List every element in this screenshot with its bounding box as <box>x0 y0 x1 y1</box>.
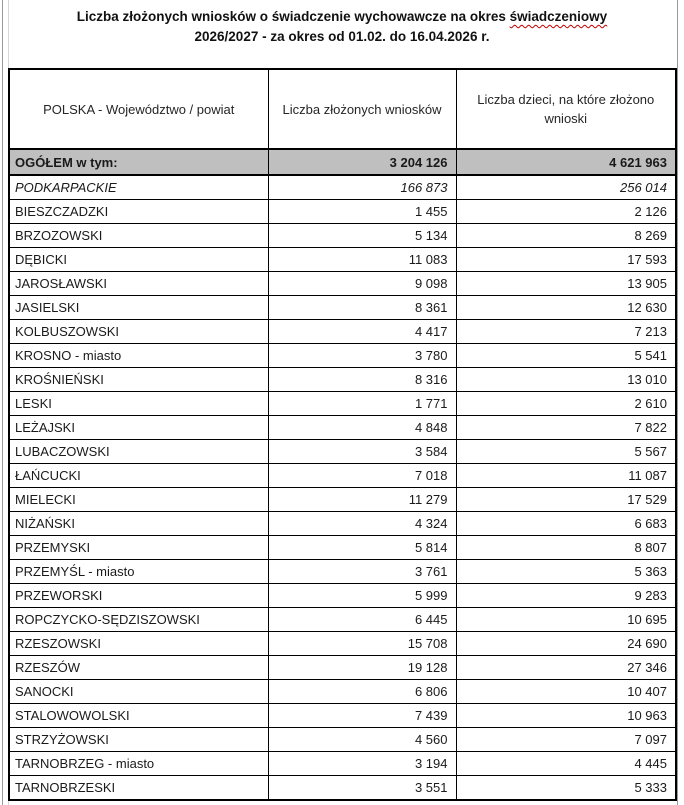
children-cell: 17 593 <box>456 248 676 272</box>
applications-cell: 5 134 <box>268 224 456 248</box>
region-name-cell: NIŻAŃSKI <box>9 512 268 536</box>
applications-cell: 7 439 <box>268 704 456 728</box>
applications-cell: 8 361 <box>268 296 456 320</box>
children-cell: 27 346 <box>456 656 676 680</box>
children-cell: 13 010 <box>456 368 676 392</box>
total-children-cell: 4 621 963 <box>456 149 676 175</box>
col-header-children: Liczba dzieci, na które złożono wnioski <box>456 69 676 149</box>
region-name-cell: LUBACZOWSKI <box>9 440 268 464</box>
table-row <box>9 776 676 801</box>
applications-cell: 19 128 <box>268 656 456 680</box>
col-header-region: POLSKA - Województwo / powiat <box>9 69 268 149</box>
table-row <box>9 296 676 320</box>
children-cell: 8 269 <box>456 224 676 248</box>
applications-cell: 3 584 <box>268 440 456 464</box>
table-row <box>9 344 676 368</box>
applications-cell: 7 018 <box>268 464 456 488</box>
applications-cell: 5 999 <box>268 584 456 608</box>
page-frame-line-left-outer <box>2 0 3 805</box>
title-line-1-text: Liczba złożonych wniosków o świadczenie wychowawcze na okres <box>76 9 510 24</box>
applications-table <box>8 68 677 801</box>
table-body <box>9 149 676 800</box>
table-row <box>9 704 676 728</box>
table-row <box>9 248 676 272</box>
children-cell: 256 014 <box>456 175 676 200</box>
region-name-cell: LESKI <box>9 392 268 416</box>
table-row <box>9 440 676 464</box>
children-cell: 24 690 <box>456 632 676 656</box>
title-line-1 <box>77 9 607 24</box>
children-cell: 10 963 <box>456 704 676 728</box>
region-name-cell: JASIELSKI <box>9 296 268 320</box>
table-row <box>9 416 676 440</box>
applications-cell: 4 560 <box>268 728 456 752</box>
page-frame-line-right <box>677 0 678 805</box>
misspelled-word: świadczeniowy <box>509 9 608 24</box>
total-applications-cell: 3 204 126 <box>268 149 456 175</box>
region-name-cell: ŁAŃCUCKI <box>9 464 268 488</box>
table-row <box>9 392 676 416</box>
applications-cell: 3 780 <box>268 344 456 368</box>
region-name-cell: STRZYŻOWSKI <box>9 728 268 752</box>
region-name-cell: BRZOZOWSKI <box>9 224 268 248</box>
table-row <box>9 200 676 224</box>
table-row <box>9 536 676 560</box>
region-name-cell: SANOCKI <box>9 680 268 704</box>
applications-cell: 4 848 <box>268 416 456 440</box>
region-name-cell: KROSNO - miasto <box>9 344 268 368</box>
table-row <box>9 632 676 656</box>
children-cell: 7 822 <box>456 416 676 440</box>
children-cell: 7 097 <box>456 728 676 752</box>
region-name-cell: LEŻAJSKI <box>9 416 268 440</box>
children-cell: 2 126 <box>456 200 676 224</box>
children-cell: 10 695 <box>456 608 676 632</box>
children-cell: 2 610 <box>456 392 676 416</box>
applications-cell: 1 455 <box>268 200 456 224</box>
children-cell: 17 529 <box>456 488 676 512</box>
region-name-cell: RZESZÓW <box>9 656 268 680</box>
total-label-cell: OGÓŁEM w tym: <box>9 149 268 175</box>
applications-cell: 5 814 <box>268 536 456 560</box>
children-cell: 5 333 <box>456 776 676 801</box>
region-name-cell: ROPCZYCKO-SĘDZISZOWSKI <box>9 608 268 632</box>
region-name-cell: JAROSŁAWSKI <box>9 272 268 296</box>
table-row <box>9 320 676 344</box>
table-row <box>9 752 676 776</box>
region-name-cell: TARNOBRZESKI <box>9 776 268 801</box>
region-name-cell: PRZEWORSKI <box>9 584 268 608</box>
applications-cell: 4 417 <box>268 320 456 344</box>
table-row <box>9 584 676 608</box>
applications-cell: 3 551 <box>268 776 456 801</box>
children-cell: 5 363 <box>456 560 676 584</box>
applications-cell: 166 873 <box>268 175 456 200</box>
children-cell: 13 905 <box>456 272 676 296</box>
region-name-cell: RZESZOWSKI <box>9 632 268 656</box>
table-row <box>9 175 676 200</box>
region-name-cell: TARNOBRZEG - miasto <box>9 752 268 776</box>
region-name-cell: BIESZCZADZKI <box>9 200 268 224</box>
region-name-cell: PRZEMYSKI <box>9 536 268 560</box>
title-line-2: 2026/2027 - za okres od 01.02. do 16.04.2026 r. <box>194 29 490 44</box>
applications-cell: 9 098 <box>268 272 456 296</box>
region-name-cell: DĘBICKI <box>9 248 268 272</box>
applications-cell: 3 761 <box>268 560 456 584</box>
applications-cell: 11 083 <box>268 248 456 272</box>
region-name-cell: KOLBUSZOWSKI <box>9 320 268 344</box>
children-cell: 9 283 <box>456 584 676 608</box>
col-header-applications: Liczba złożonych wniosków <box>268 69 456 149</box>
children-cell: 7 213 <box>456 320 676 344</box>
children-cell: 11 087 <box>456 464 676 488</box>
region-name-cell: STALOWOWOLSKI <box>9 704 268 728</box>
region-name-cell: KROŚNIEŃSKI <box>9 368 268 392</box>
applications-cell: 11 279 <box>268 488 456 512</box>
children-cell: 5 567 <box>456 440 676 464</box>
children-cell: 8 807 <box>456 536 676 560</box>
table-header <box>9 69 676 149</box>
document-title <box>10 0 674 66</box>
region-name-cell: PODKARPACKIE <box>9 175 268 200</box>
applications-cell: 6 445 <box>268 608 456 632</box>
table-row <box>9 728 676 752</box>
applications-cell: 1 771 <box>268 392 456 416</box>
table-row <box>9 368 676 392</box>
children-cell: 4 445 <box>456 752 676 776</box>
applications-cell: 3 194 <box>268 752 456 776</box>
applications-cell: 15 708 <box>268 632 456 656</box>
table-row <box>9 464 676 488</box>
table-row <box>9 560 676 584</box>
table-row <box>9 488 676 512</box>
table-row <box>9 224 676 248</box>
applications-cell: 6 806 <box>268 680 456 704</box>
children-cell: 10 407 <box>456 680 676 704</box>
region-name-cell: PRZEMYŚL - miasto <box>9 560 268 584</box>
table-row <box>9 680 676 704</box>
children-cell: 6 683 <box>456 512 676 536</box>
table-row <box>9 656 676 680</box>
table-row <box>9 608 676 632</box>
header-row <box>9 69 676 149</box>
total-row <box>9 149 676 175</box>
applications-cell: 8 316 <box>268 368 456 392</box>
children-cell: 12 630 <box>456 296 676 320</box>
children-cell: 5 541 <box>456 344 676 368</box>
applications-cell: 4 324 <box>268 512 456 536</box>
table-row <box>9 512 676 536</box>
table-row <box>9 272 676 296</box>
region-name-cell: MIELECKI <box>9 488 268 512</box>
